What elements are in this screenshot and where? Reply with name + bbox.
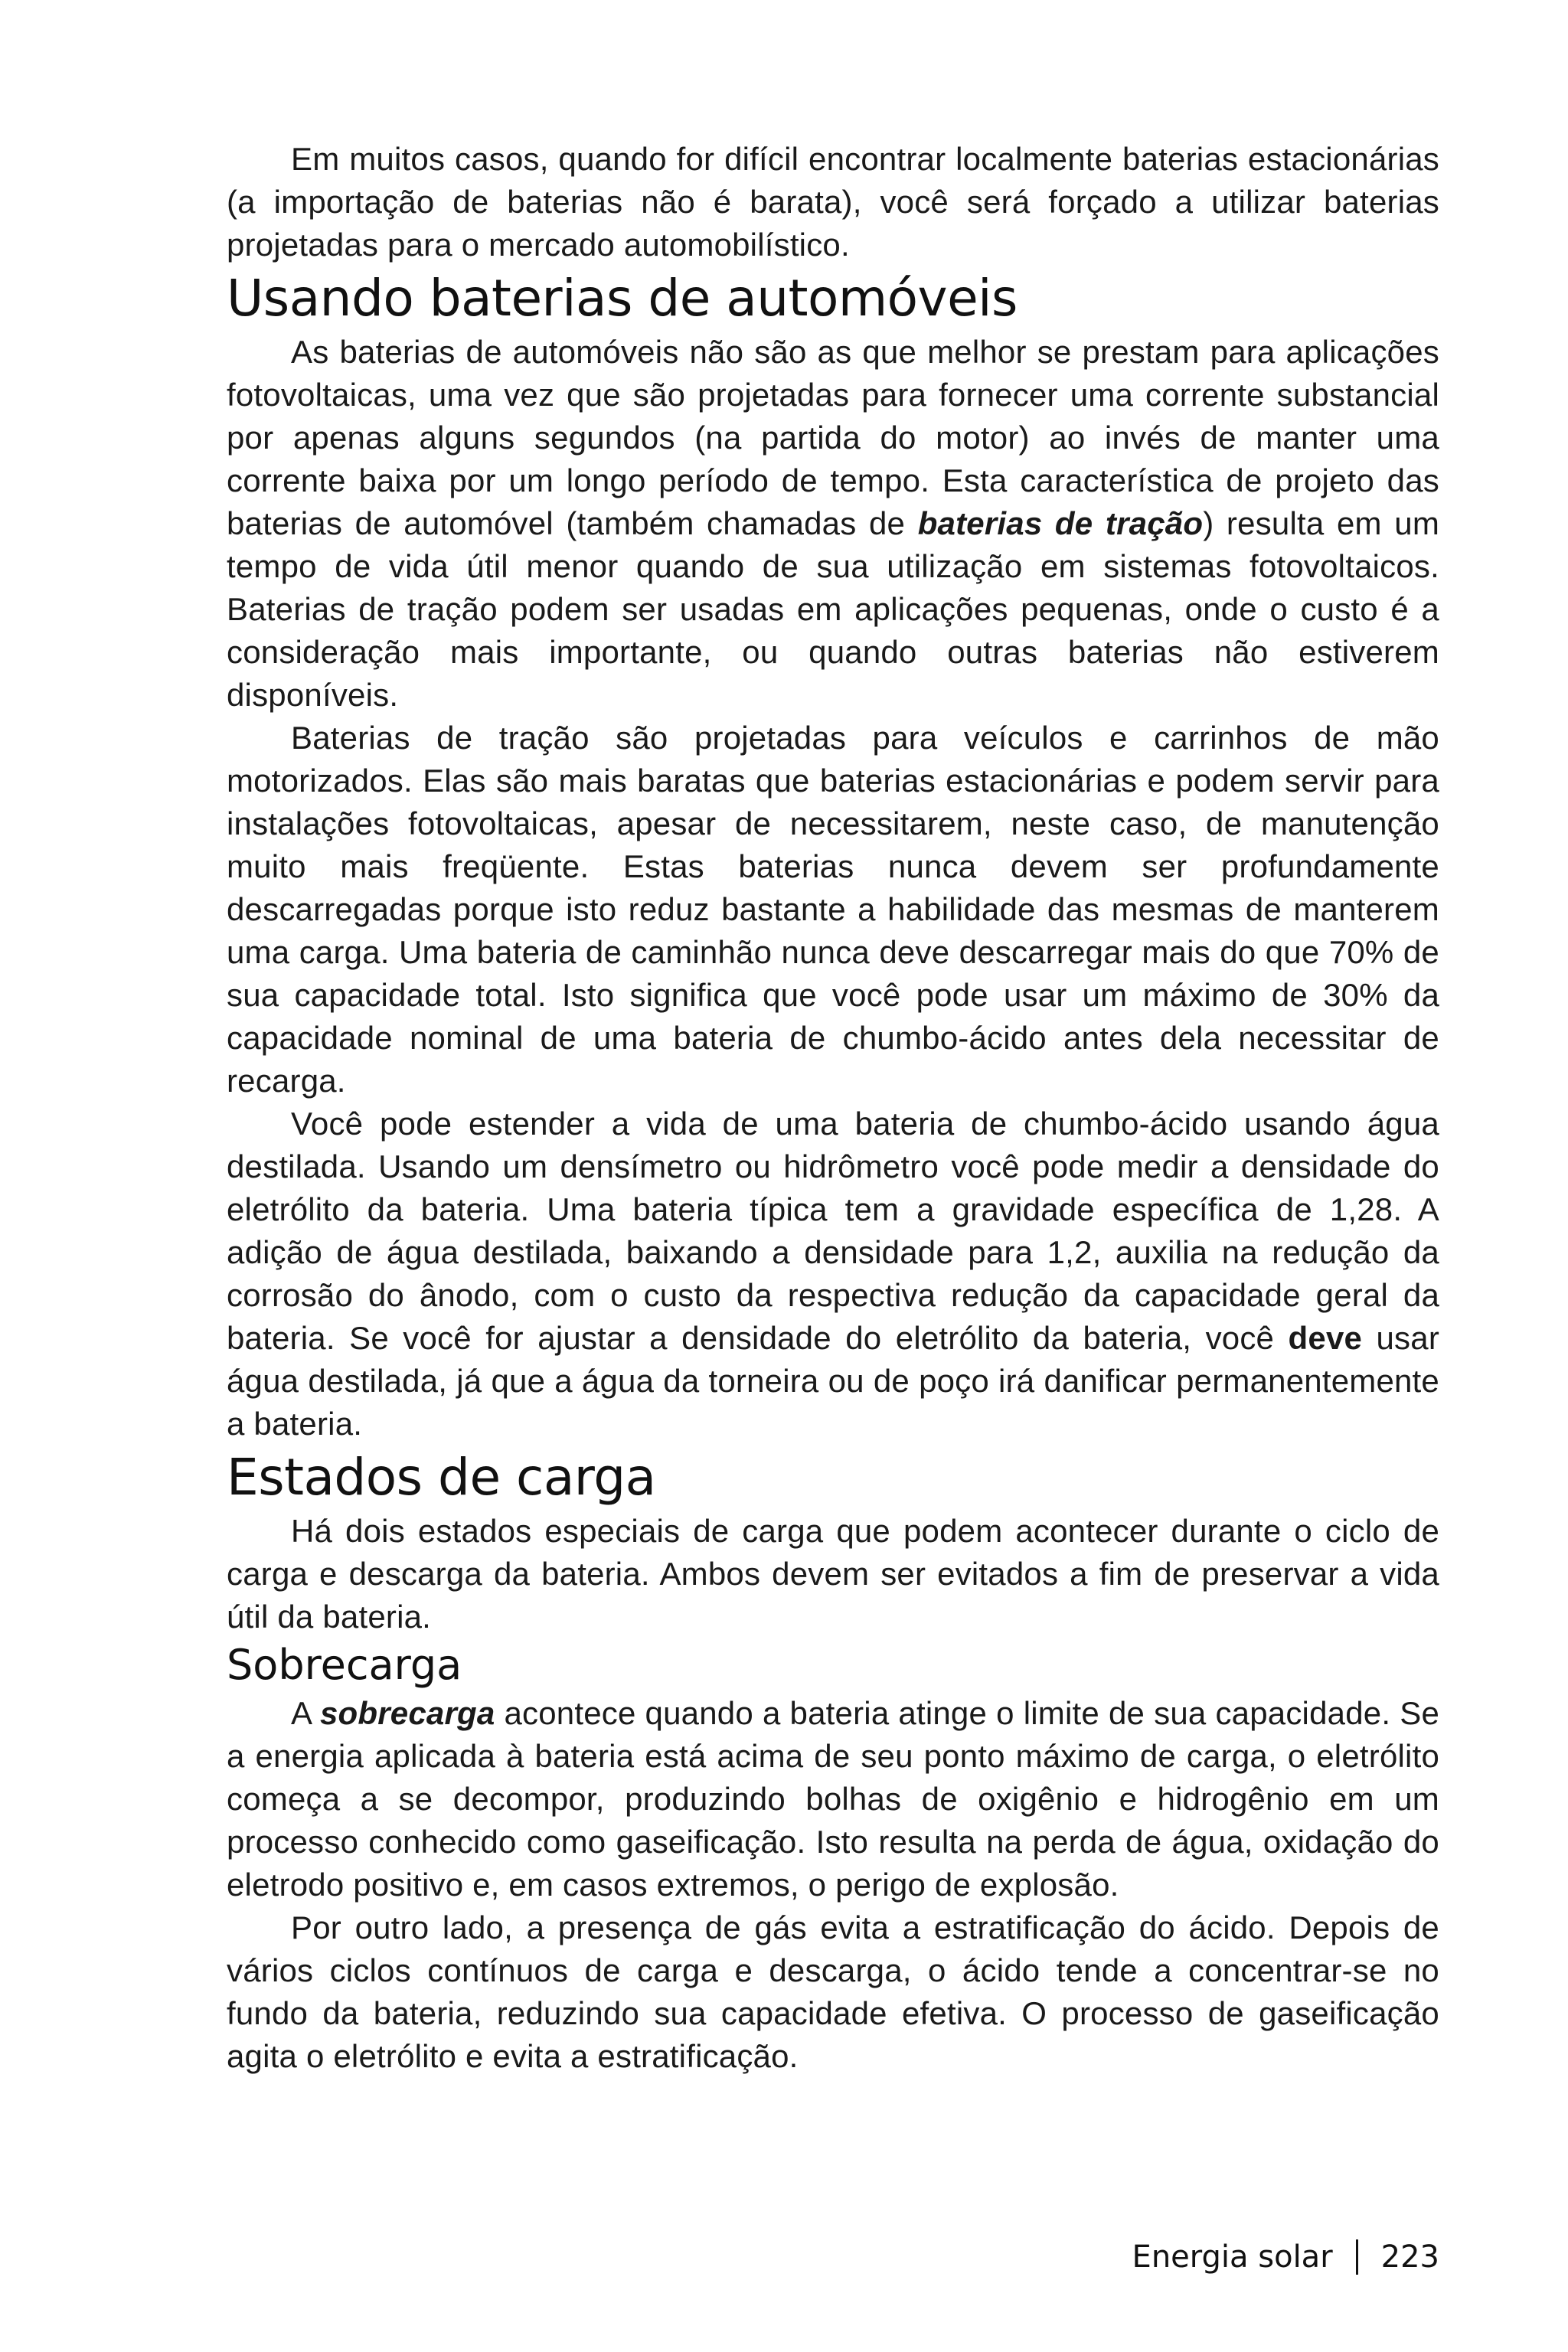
heading-usando-baterias: Usando baterias de automóveis [227, 269, 1018, 328]
page-number: 223 [1380, 2239, 1439, 2275]
text-run: acontece quando a bateria atinge o limite de sua capacidade. Se a energia aplicada à bateria está acima de seu ponto máximo de carga, o eletrólito começa a se decompor, produzindo bolhas de oxigênio e hidrogênio em um processo conhecido como gaseificação. Isto resulta na perda de água, oxidação do eletrodo positivo e, em casos extremos, o perigo de explosão. [227, 1695, 1440, 1903]
term-sobrecarga: sobrecarga [319, 1695, 495, 1731]
term-baterias-de-tracao: baterias de tração [917, 505, 1204, 541]
text-run: ) resulta em um tempo de vida útil menor quando de sua utilização em sistemas fotovoltaicos. Baterias de tração podem ser usadas em aplicações pequenas, onde o custo é a consideração mais importante, ou quando outras baterias não estiverem disponíveis. [227, 505, 1440, 713]
text-run: Você pode estender a vida de uma bateria de chumbo-ácido usando água destilada. Usando um densímetro ou hidrômetro você pode medir a densidade do eletrólito da bateria. Uma bateria típica tem a gravidade específica de 1,28. A adição de água destilada, baixando a densidade para 1,2, auxilia na redução da corrosão do ânodo, com o custo da respectiva redução da capacidade geral da bateria. Se você for ajustar a densidade do eletrólito da bateria, você [227, 1106, 1439, 1356]
paragraph-estados-1: Há dois estados especiais de carga que podem acontecer durante o ciclo de carga e descarga da bateria. Ambos devem ser evitados a fim de preservar a vida útil da bateria. [227, 1513, 1439, 1635]
page-footer [1132, 2236, 1439, 2278]
intro-paragraph: Em muitos casos, quando for difícil encontrar localmente baterias estacionárias (a importação de baterias não é barata), você será forçado a utilizar baterias projetadas para o mercado automobilístico. [227, 141, 1439, 263]
paragraph-automoveis-2: Baterias de tração são projetadas para veículos e carrinhos de mão motorizados. Elas são mais baratas que baterias estacionárias e podem servir para instalações fotovoltaicas, apesar de necessitarem, neste caso, de manutenção muito mais freqüente. Estas baterias nunca devem ser profundamente descarregadas porque isto reduz bastante a habilidade das mesmas de manterem uma carga. Uma bateria de caminhão nunca deve descarregar mais do que 70% de sua capacidade total. Isto significa que você pode usar um máximo de 30% da capacidade nominal de uma bateria de chumbo-ácido antes dela necessitar de recarga. [227, 720, 1439, 1099]
footer-divider [1356, 2239, 1358, 2275]
text-run: A [291, 1695, 320, 1731]
page-content [227, 138, 1439, 2078]
text-run: As baterias de automóveis não são as que melhor se prestam para aplicações fotovoltaicas, uma vez que são projetadas para fornecer uma corrente substancial por apenas alguns segundos (na partida do motor) ao invés de manter uma corrente baixa por um longo período de tempo. Esta característica de projeto das baterias de automóvel (também chamadas de [227, 334, 1439, 541]
emphasis-deve: deve [1288, 1320, 1363, 1356]
paragraph-sobrecarga-2: Por outro lado, a presença de gás evita a estratificação do ácido. Depois de vários ciclos contínuos de carga e descarga, o ácido tende a concentrar-se no fundo da bateria, reduzindo sua capacidade efetiva. O processo de gaseificação agita o eletrólito e evita a estratificação. [227, 1909, 1439, 2074]
paragraph-automoveis-1 [227, 331, 1439, 717]
heading-sobrecarga: Sobrecarga [227, 1641, 462, 1689]
heading-estados-de-carga: Estados de carga [227, 1448, 656, 1507]
footer-book-title: Energia solar [1132, 2239, 1333, 2275]
text-run: usar água destilada, já que a água da torneira ou de poço irá danificar permanentemente a bateria. [227, 1320, 1440, 1442]
paragraph-automoveis-3 [227, 1102, 1439, 1446]
paragraph-sobrecarga-1 [227, 1692, 1439, 1906]
